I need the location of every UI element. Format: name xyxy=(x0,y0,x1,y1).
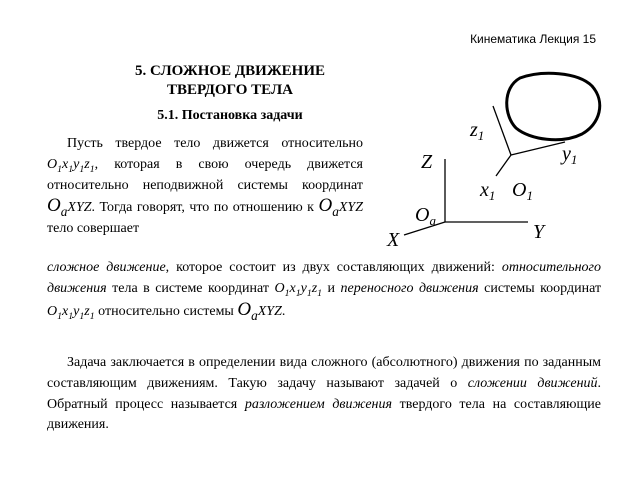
section-subtitle: 5.1. Постановка задачи xyxy=(157,108,303,123)
coord-oaxyz-3: $O_a$ xyxy=(237,298,258,323)
label-x1: $x_1$ xyxy=(480,179,496,203)
label-oa: $O_a$ xyxy=(415,204,436,228)
p1-text-1: Пусть твердое тело движется относительно xyxy=(67,136,363,151)
p1-text-10: . xyxy=(281,303,286,319)
p1-text-2: , которая в свою очередь движется относительно неподвижной системы координат xyxy=(47,156,363,193)
paragraph2 xyxy=(47,353,601,436)
p2-text-3: твердого тела на составляющие движения. xyxy=(47,396,601,433)
section-title-line2: ТВЕРДОГО ТЕЛА xyxy=(167,82,293,98)
coordinate-systems-diagram xyxy=(370,64,610,254)
coord-o1x1y1z1: $O_1x_1y_1z_1$ xyxy=(47,156,95,175)
slide-header: Кинематика Лекция 15 xyxy=(470,32,596,46)
label-x: X xyxy=(387,229,400,251)
coord-o1x1y1z1-3: $O_1x_1y_1z_1$ xyxy=(47,303,95,322)
p1-text-4: тело совершает xyxy=(47,221,140,237)
label-z1: $z_1$ xyxy=(470,119,485,143)
rigid-body-outline xyxy=(507,73,600,139)
p1-text-5: , которое состоит из двух составляющих движений: xyxy=(165,260,495,275)
coord-oaxyz-2: $O_a$ xyxy=(318,195,339,220)
p1-text-3: . Тогда говорят, что по отношению к xyxy=(91,200,314,216)
label-z: Z xyxy=(421,151,433,173)
section-title xyxy=(100,62,360,100)
p2-text-2: . Обратный процесс называется xyxy=(47,375,602,412)
p2-text-1: Задача заключается в определении вида сложного (абсолютного) движения по заданным составляющим движениям. Такую задачу называют задачей о xyxy=(47,355,601,391)
term-relative-motion: относительного движения xyxy=(47,260,601,296)
term-complex-motion: сложное движение xyxy=(47,260,166,275)
axis-y1 xyxy=(511,142,565,155)
coord-oaxyz: $O_a$ xyxy=(47,195,68,220)
p1-text-8: системы координат xyxy=(484,280,602,296)
term-motion-addition: сложении движений xyxy=(467,375,598,391)
p1-text-9: относительно системы xyxy=(98,303,234,319)
label-y: Y xyxy=(533,221,545,243)
p1-text-7: и xyxy=(327,280,336,296)
p1-text-6: тела в системе координат xyxy=(112,280,269,296)
axis-x1 xyxy=(496,155,511,176)
paragraph1-column: Пусть твердое тело движется относительно $O_1x_1y_1z_1$, которая в свою очередь движется относительно неподвижной системы координат $O_aXYZ$. Тогда говорят, что по отношению к $O_aXYZ$ тело совершает xyxy=(47,136,363,237)
paragraph1-continuation: сложное движение, которое состоит из двух составляющих движений: относительного движения тела в системе координат $O_1x_1y_1z_1$ и переносного движения системы координат $O_1x_1y_1z_1$ относительно системы $O_aXYZ$. xyxy=(47,260,602,323)
section-title-line1: 5. СЛОЖНОЕ ДВИЖЕНИЕ xyxy=(134,63,326,79)
label-o1: $O_1$ xyxy=(512,179,533,203)
term-motion-decomposition: разложением движения xyxy=(244,396,392,412)
label-y1: $y_1$ xyxy=(562,143,578,167)
coord-o1x1y1z1-2: $O_1x_1y_1z_1$ xyxy=(274,280,323,299)
term-transport-motion: переносного движения xyxy=(340,280,479,296)
